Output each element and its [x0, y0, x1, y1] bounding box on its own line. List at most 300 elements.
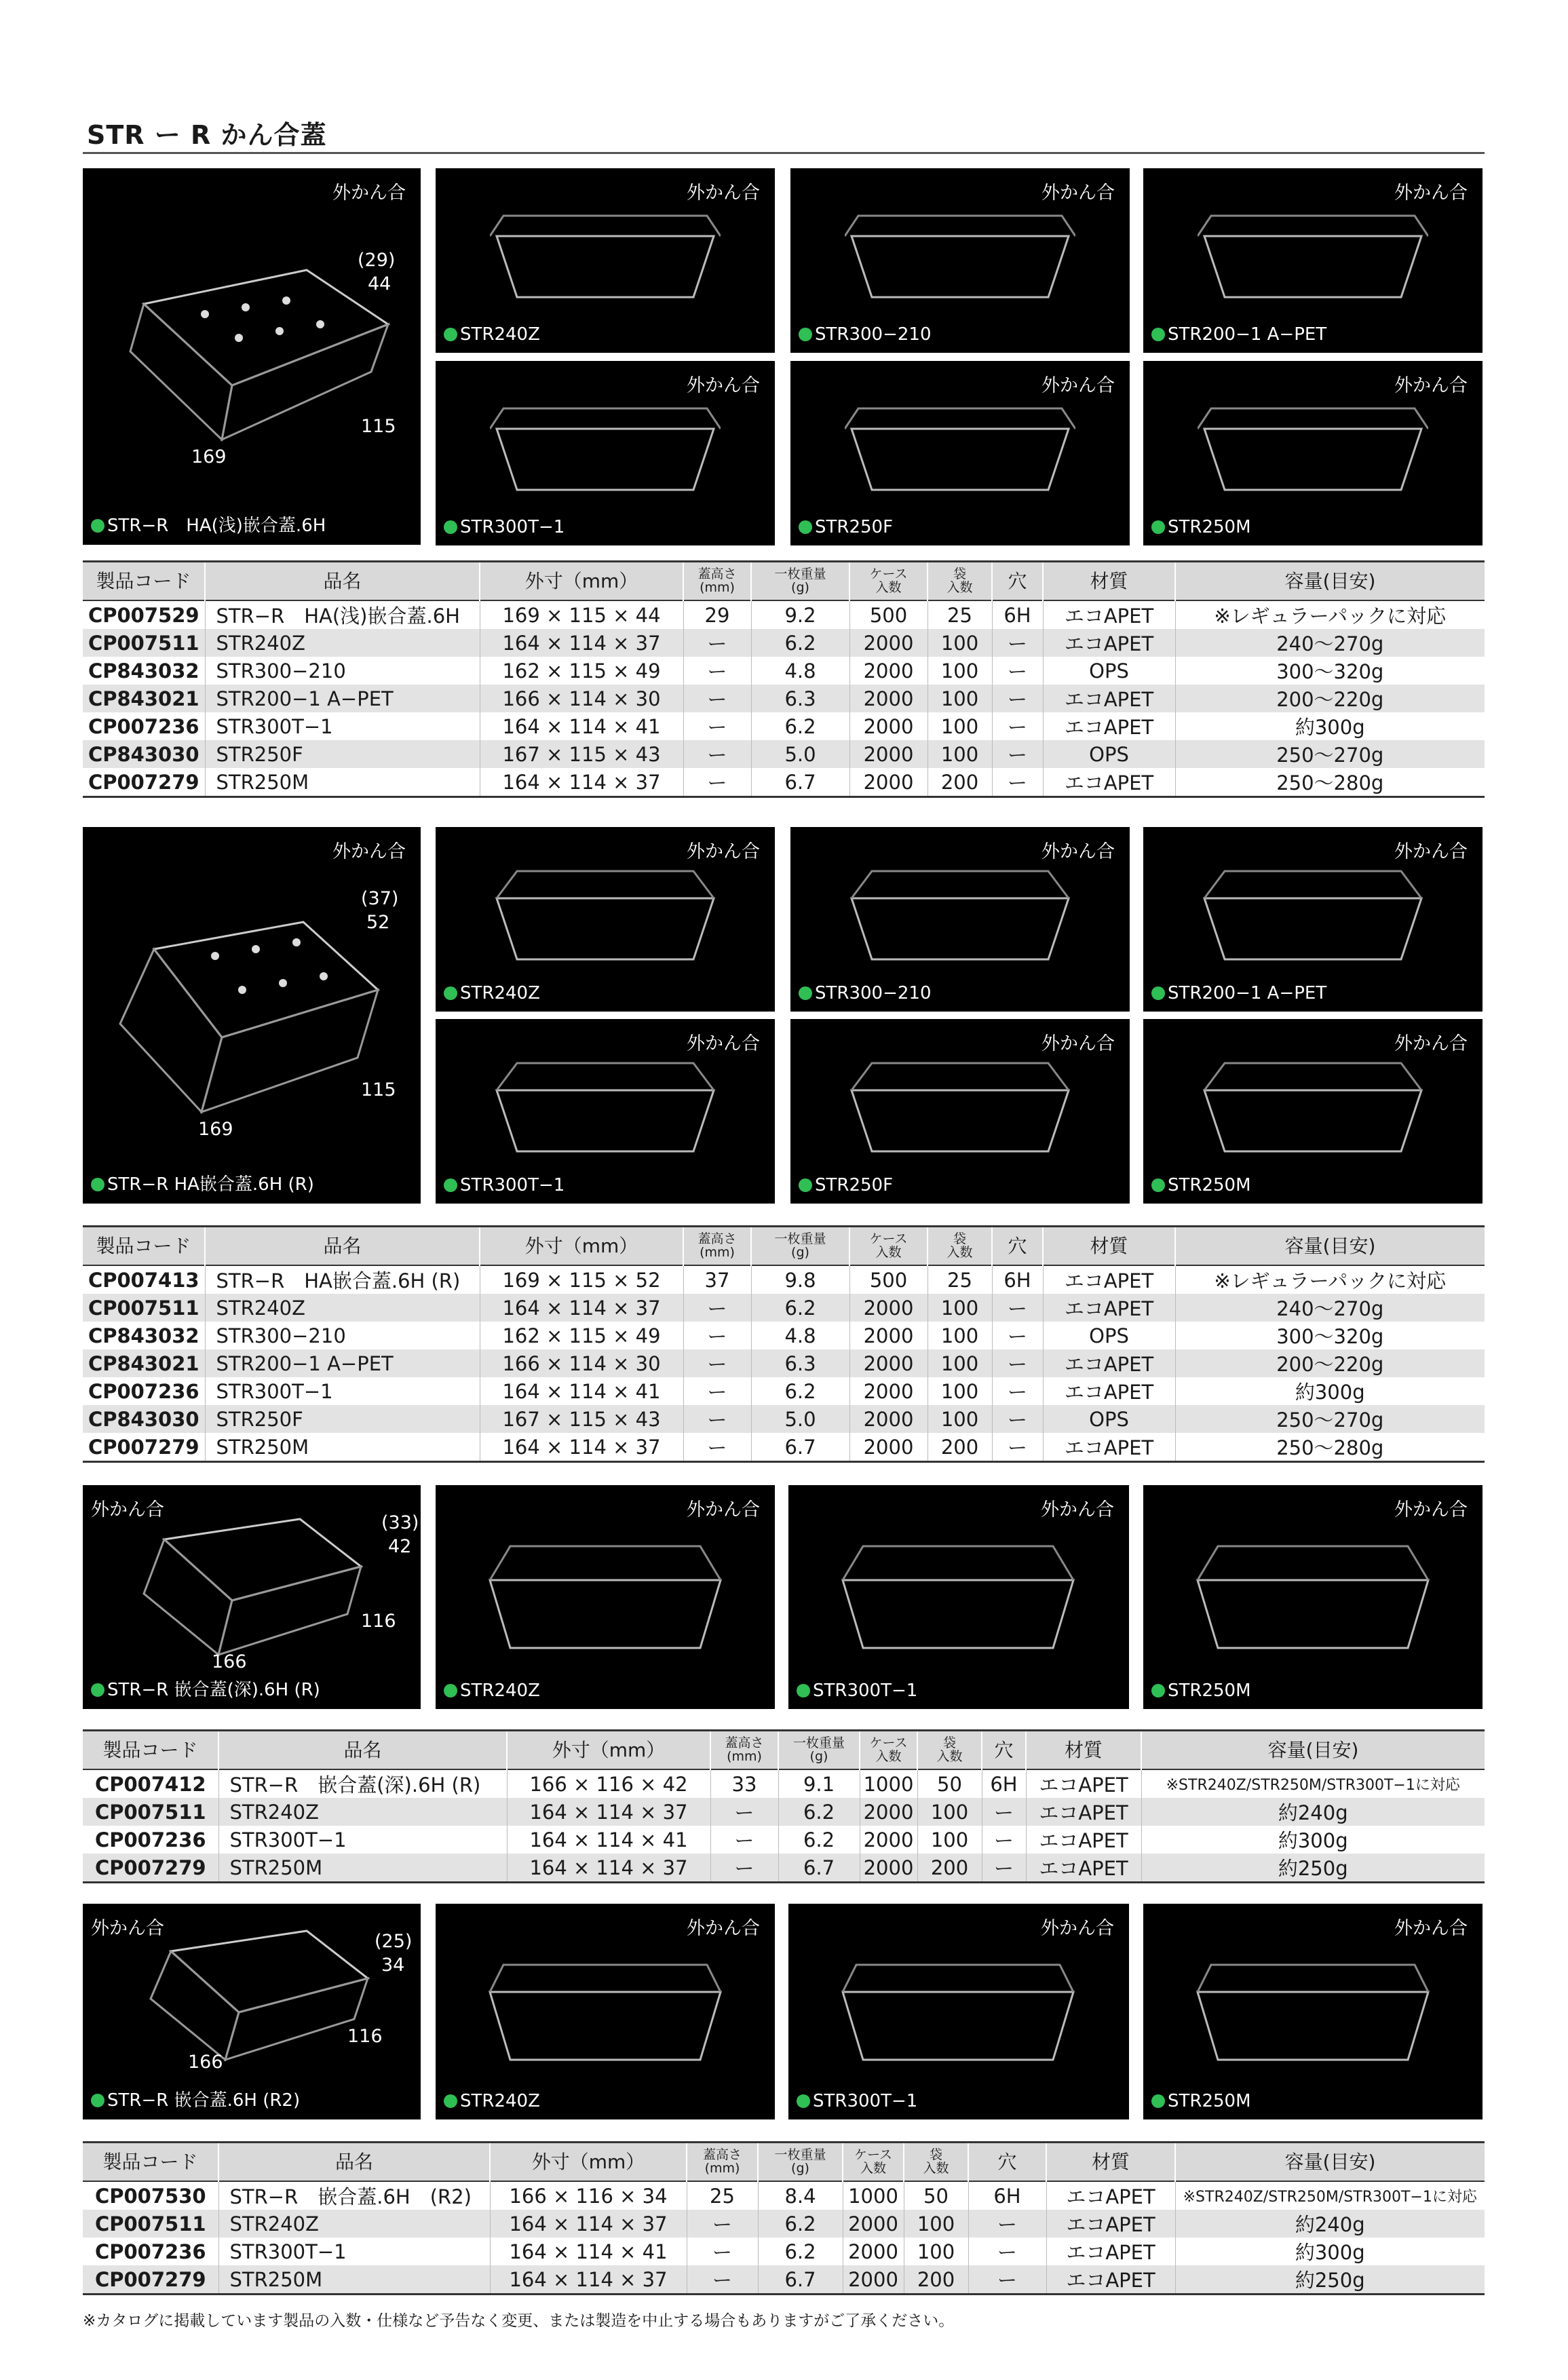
- table-row: [83, 1433, 1485, 1462]
- green-dot-icon: [797, 1684, 810, 1697]
- green-dot-icon: [799, 328, 812, 341]
- cell-hole: ー: [992, 629, 1043, 657]
- green-dot-icon: [1151, 328, 1165, 341]
- header-case: ケース 入数: [843, 2143, 904, 2182]
- cell-case: 2000: [849, 657, 928, 685]
- cell-hole: ー: [992, 1405, 1043, 1433]
- caption-text: STR240Z: [460, 983, 540, 1003]
- cell-case: 2000: [843, 2238, 904, 2265]
- cell-dims: 166 × 114 × 30: [480, 1349, 683, 1377]
- tray-illustration: [490, 402, 721, 503]
- fit-tag: 外かん合: [1394, 1499, 1468, 1520]
- table-header-row: [83, 2143, 1485, 2182]
- cell-name: STR240Z: [205, 1294, 480, 1322]
- green-dot-icon: [444, 1684, 457, 1697]
- cell-name: STR200−1 A−PET: [205, 1349, 480, 1377]
- cell-case: 2000: [860, 1854, 917, 1883]
- cell-case: 2000: [849, 768, 928, 797]
- fit-tag: 外かん合: [687, 375, 760, 396]
- cell-capacity: 240〜270g: [1175, 629, 1485, 657]
- cell-capacity: ※STR240Z/STR250M/STR300T−1に対応: [1141, 1769, 1485, 1798]
- fit-tag: 外かん合: [1394, 183, 1468, 204]
- cell-capacity: ※レギュラーパックに対応: [1175, 600, 1485, 629]
- header-name: 品名: [205, 562, 480, 601]
- table-row: [83, 1294, 1485, 1322]
- cell-material: OPS: [1043, 1405, 1175, 1433]
- height-label: 44: [368, 273, 391, 294]
- fit-tag: 外かん合: [687, 183, 760, 204]
- cell-capacity: 約240g: [1175, 2210, 1485, 2238]
- thumb-photo: [1143, 1019, 1483, 1204]
- cell-case: 2000: [860, 1798, 917, 1826]
- cell-material: エコAPET: [1043, 629, 1175, 657]
- cell-capacity: 約300g: [1175, 2238, 1485, 2265]
- tray-illustration: [836, 1958, 1080, 2073]
- title-rule: [83, 152, 1485, 154]
- table-body: [83, 1769, 1485, 1883]
- main-photo: [83, 1485, 421, 1709]
- cell-dims: 164 × 114 × 41: [507, 1826, 710, 1854]
- cell-code: CP843021: [83, 685, 205, 712]
- cell-code: CP843030: [83, 740, 205, 768]
- header-capacity: 容量(目安): [1175, 562, 1485, 601]
- cell-dims: 164 × 114 × 41: [480, 1377, 683, 1405]
- cell-hole: ー: [992, 1433, 1043, 1462]
- cell-hole: ー: [982, 1826, 1026, 1854]
- caption-text: STR200−1 A−PET: [1168, 983, 1327, 1003]
- table-row: [83, 657, 1485, 685]
- cell-hole: ー: [992, 1349, 1043, 1377]
- thumb-photo: [436, 1485, 775, 1709]
- header-material: 材質: [1043, 562, 1175, 601]
- header-material: 材質: [1046, 2143, 1175, 2182]
- cell-name: STR250F: [205, 1405, 480, 1433]
- green-dot-icon: [797, 2094, 810, 2108]
- photo-caption: [799, 324, 932, 345]
- cell-weight: 6.2: [778, 1826, 860, 1854]
- cell-bag: 25: [928, 600, 992, 629]
- caption-text: STR240Z: [460, 2091, 540, 2111]
- cell-weight: 6.2: [778, 1798, 860, 1826]
- photo-caption: [1151, 2091, 1251, 2111]
- cell-dims: 166 × 116 × 42: [507, 1769, 710, 1798]
- cell-name: STR250M: [218, 2265, 490, 2295]
- cell-case: 2000: [860, 1826, 917, 1854]
- lid-height-label: (37): [361, 888, 399, 909]
- cell-name: STR300−210: [205, 657, 480, 685]
- cell-case: 2000: [849, 1322, 928, 1349]
- header-code: 製品コード: [83, 1227, 205, 1266]
- cell-capacity: 240〜270g: [1175, 1294, 1485, 1322]
- height-label: 34: [381, 1955, 405, 1976]
- spec-table: [83, 2141, 1485, 2295]
- width-label: 166: [188, 2052, 223, 2073]
- thumb-photo: [1143, 361, 1483, 545]
- cell-capacity: 300〜320g: [1175, 657, 1485, 685]
- fit-tag: 外かん合: [1041, 1918, 1114, 1939]
- cell-case: 1000: [860, 1769, 917, 1798]
- cell-lid-height: ー: [683, 712, 751, 740]
- photo-caption: [91, 1170, 314, 1195]
- cell-hole: ー: [992, 768, 1043, 797]
- cell-material: エコAPET: [1026, 1854, 1141, 1883]
- green-dot-icon: [799, 986, 812, 1000]
- cell-code: CP007529: [83, 600, 205, 629]
- cell-weight: 6.7: [751, 1433, 849, 1462]
- thumb-photo: [1143, 1485, 1483, 1709]
- cell-weight: 9.1: [778, 1769, 860, 1798]
- cell-lid-height: ー: [683, 1294, 751, 1322]
- header-dims: 外寸（mm）: [480, 1227, 683, 1266]
- fit-tag: 外かん合: [1394, 841, 1468, 862]
- cell-lid-height: 29: [683, 600, 751, 629]
- thumb-photo: [788, 1904, 1129, 2119]
- caption-text: STR300T−1: [813, 2091, 918, 2111]
- header-hole: 穴: [982, 1731, 1026, 1770]
- table-row: [83, 1349, 1485, 1377]
- cell-code: CP843032: [83, 657, 205, 685]
- header-bag: 袋 入数: [917, 1731, 982, 1770]
- caption-text: STR−R 嵌合蓋(深).6H (R): [107, 1680, 320, 1700]
- fit-tag: 外かん合: [91, 1499, 164, 1520]
- cell-code: CP007236: [83, 1377, 205, 1405]
- table-row: [83, 2210, 1485, 2238]
- cell-code: CP007530: [83, 2181, 218, 2210]
- header-code: 製品コード: [83, 562, 205, 601]
- cell-material: エコAPET: [1043, 1433, 1175, 1462]
- cell-code: CP007511: [83, 1798, 218, 1826]
- cell-capacity: 250〜280g: [1175, 1433, 1485, 1462]
- photo-caption: [444, 2091, 540, 2111]
- cell-material: エコAPET: [1043, 768, 1175, 797]
- tray-illustration: [845, 864, 1075, 973]
- depth-label: 115: [361, 416, 396, 437]
- depth-label: 116: [347, 2026, 383, 2047]
- cell-material: エコAPET: [1026, 1798, 1141, 1826]
- cell-code: CP007236: [83, 1826, 218, 1854]
- table-row: [83, 1769, 1485, 1798]
- table-header-row: [83, 1227, 1485, 1266]
- cell-weight: 8.4: [758, 2181, 843, 2210]
- cell-bag: 200: [928, 1433, 992, 1462]
- fit-tag: 外かん合: [332, 183, 406, 204]
- photo-caption: [1151, 517, 1251, 537]
- cell-dims: 164 × 114 × 37: [507, 1854, 710, 1883]
- cell-name: STR240Z: [205, 629, 480, 657]
- cell-name: STR200−1 A−PET: [205, 685, 480, 712]
- tray-illustration: [483, 1958, 727, 2073]
- cell-material: エコAPET: [1043, 1265, 1175, 1294]
- cell-bag: 25: [928, 1265, 992, 1294]
- tray-illustration: [483, 1539, 727, 1655]
- green-dot-icon: [91, 519, 104, 533]
- cell-case: 2000: [849, 1349, 928, 1377]
- header-lid-height: 蓋高さ (mm): [683, 1227, 751, 1266]
- cell-bag: 100: [928, 1377, 992, 1405]
- cell-dims: 167 × 115 × 43: [480, 1405, 683, 1433]
- header-code: 製品コード: [83, 1731, 218, 1770]
- lid-height-label: (25): [375, 1931, 413, 1952]
- caption-text: STR−R HA(浅)嵌合蓋.6H: [107, 516, 326, 536]
- cell-weight: 6.7: [778, 1854, 860, 1883]
- caption-text: STR300−210: [815, 324, 932, 345]
- cell-weight: 6.7: [751, 768, 849, 797]
- caption-text: STR250F: [815, 517, 894, 537]
- header-code: 製品コード: [83, 2143, 218, 2182]
- table-body: [83, 1265, 1485, 1462]
- cell-name: STR250M: [205, 1433, 480, 1462]
- header-lid-height: 蓋高さ (mm): [683, 562, 751, 601]
- cell-material: エコAPET: [1026, 1769, 1141, 1798]
- header-case: ケース 入数: [849, 562, 928, 601]
- table-row: [83, 2181, 1485, 2210]
- cell-lid-height: ー: [687, 2238, 758, 2265]
- photo-caption: [799, 983, 932, 1003]
- cell-bag: 50: [917, 1769, 982, 1798]
- header-material: 材質: [1043, 1227, 1175, 1266]
- cell-capacity: 250〜270g: [1175, 740, 1485, 768]
- cell-name: STR−R HA(浅)嵌合蓋.6H: [205, 600, 480, 629]
- fit-tag: 外かん合: [1041, 1499, 1114, 1520]
- cell-dims: 166 × 114 × 30: [480, 685, 683, 712]
- cell-lid-height: ー: [683, 685, 751, 712]
- photo-caption: [799, 1175, 893, 1195]
- cell-hole: ー: [992, 657, 1043, 685]
- thumb-photo: [436, 1019, 775, 1204]
- tray-illustration: [845, 1056, 1075, 1165]
- fit-tag: 外かん合: [1394, 1918, 1468, 1939]
- fit-tag: 外かん合: [1394, 1033, 1468, 1054]
- cell-dims: 164 × 114 × 37: [480, 1294, 683, 1322]
- spec-table: [83, 560, 1485, 798]
- cell-code: CP007236: [83, 2238, 218, 2265]
- fit-tag: 外かん合: [1041, 375, 1115, 396]
- cell-dims: 169 × 115 × 52: [480, 1265, 683, 1294]
- table-row: [83, 1322, 1485, 1349]
- thumb-photo: [790, 1019, 1130, 1204]
- fit-tag: 外かん合: [1041, 841, 1115, 862]
- cell-dims: 164 × 114 × 41: [480, 712, 683, 740]
- cell-weight: 5.0: [751, 740, 849, 768]
- cell-dims: 164 × 114 × 37: [490, 2265, 687, 2295]
- header-dims: 外寸（mm）: [480, 562, 683, 601]
- cell-material: エコAPET: [1043, 712, 1175, 740]
- cell-dims: 164 × 114 × 37: [507, 1798, 710, 1826]
- cell-bag: 100: [928, 685, 992, 712]
- green-dot-icon: [799, 1178, 812, 1192]
- cell-code: CP007236: [83, 712, 205, 740]
- header-capacity: 容量(目安): [1175, 1227, 1485, 1266]
- cell-material: エコAPET: [1046, 2265, 1175, 2295]
- cell-capacity: 約300g: [1175, 1377, 1485, 1405]
- thumb-photo: [436, 1904, 775, 2119]
- caption-text: STR240Z: [460, 324, 540, 345]
- header-lid-height: 蓋高さ (mm): [687, 2143, 758, 2182]
- cell-name: STR300T−1: [205, 712, 480, 740]
- caption-text: STR300T−1: [460, 517, 565, 537]
- cell-name: STR300T−1: [205, 1377, 480, 1405]
- cell-weight: 6.3: [751, 1349, 849, 1377]
- cell-code: CP843032: [83, 1322, 205, 1349]
- photo-caption: [91, 512, 326, 537]
- cell-bag: 100: [928, 740, 992, 768]
- green-dot-icon: [1151, 520, 1165, 534]
- photo-caption: [1151, 1175, 1251, 1195]
- fit-tag: 外かん合: [687, 1918, 760, 1939]
- table-row: [83, 1854, 1485, 1883]
- header-bag: 袋 入数: [904, 2143, 968, 2182]
- cell-capacity: 250〜280g: [1175, 768, 1485, 797]
- caption-text: STR300T−1: [813, 1681, 918, 1701]
- cell-hole: ー: [992, 1322, 1043, 1349]
- cell-lid-height: ー: [683, 1322, 751, 1349]
- cell-lid-height: 25: [687, 2181, 758, 2210]
- cell-code: CP007279: [83, 768, 205, 797]
- photo-caption: [444, 1681, 540, 1701]
- thumb-photo: [790, 827, 1130, 1012]
- spec-table: [83, 1729, 1485, 1883]
- cell-name: STR250M: [218, 1854, 507, 1883]
- photo-caption: [797, 1681, 917, 1701]
- height-label: 42: [388, 1536, 412, 1557]
- cell-lid-height: ー: [687, 2265, 758, 2295]
- tray-illustration: [1198, 864, 1428, 973]
- tray-illustration: [1198, 1056, 1428, 1165]
- cell-case: 1000: [843, 2181, 904, 2210]
- tray-illustration: [845, 209, 1075, 311]
- cell-capacity: 約300g: [1175, 712, 1485, 740]
- cell-bag: 100: [928, 1322, 992, 1349]
- photo-caption: [1151, 324, 1326, 345]
- cell-code: CP007279: [83, 1854, 218, 1883]
- green-dot-icon: [444, 2094, 457, 2108]
- green-dot-icon: [444, 1178, 457, 1192]
- cell-name: STR240Z: [218, 2210, 490, 2238]
- cell-case: 2000: [849, 712, 928, 740]
- cell-material: エコAPET: [1026, 1826, 1141, 1854]
- cell-lid-height: ー: [710, 1854, 778, 1883]
- cell-material: エコAPET: [1043, 1294, 1175, 1322]
- cell-lid-height: ー: [710, 1798, 778, 1826]
- cell-weight: 5.0: [751, 1405, 849, 1433]
- cell-lid-height: ー: [683, 768, 751, 797]
- cell-name: STR300−210: [205, 1322, 480, 1349]
- cell-case: 500: [849, 600, 928, 629]
- cell-bag: 100: [928, 657, 992, 685]
- cell-material: エコAPET: [1046, 2238, 1175, 2265]
- green-dot-icon: [1151, 1178, 1165, 1192]
- table-row: [83, 1377, 1485, 1405]
- header-bag: 袋 入数: [928, 1227, 992, 1266]
- thumb-photo: [436, 827, 775, 1012]
- cell-material: エコAPET: [1043, 600, 1175, 629]
- table-header-row: [83, 562, 1485, 601]
- cell-weight: 6.2: [751, 629, 849, 657]
- thumb-photo: [436, 168, 775, 353]
- spec-table: [83, 1225, 1485, 1463]
- cell-dims: 164 × 114 × 37: [490, 2210, 687, 2238]
- cell-capacity: 250〜270g: [1175, 1405, 1485, 1433]
- header-capacity: 容量(目安): [1141, 1731, 1485, 1770]
- footnote: ※カタログに掲載しています製品の入数・仕様など予告なく変更、または製造を中止する場合もありますがご了承ください。: [83, 2312, 955, 2330]
- cell-case: 2000: [849, 685, 928, 712]
- cell-dims: 164 × 114 × 37: [480, 1433, 683, 1462]
- cell-hole: ー: [982, 1854, 1026, 1883]
- cell-code: CP007511: [83, 1294, 205, 1322]
- header-bag: 袋 入数: [928, 562, 992, 601]
- table-row: [83, 600, 1485, 629]
- green-dot-icon: [91, 2094, 104, 2107]
- thumb-photo: [790, 361, 1130, 545]
- depth-label: 115: [361, 1079, 396, 1100]
- cell-weight: 6.2: [751, 712, 849, 740]
- cell-weight: 9.8: [751, 1265, 849, 1294]
- tray-illustration: [1198, 209, 1428, 311]
- thumb-photo: [788, 1485, 1129, 1709]
- cell-dims: 167 × 115 × 43: [480, 740, 683, 768]
- photo-caption: [444, 983, 540, 1003]
- cell-hole: ー: [968, 2210, 1046, 2238]
- lid-height-label: (29): [358, 250, 396, 271]
- height-label: 52: [366, 912, 390, 933]
- cell-code: CP843030: [83, 1405, 205, 1433]
- fit-tag: 外かん合: [1041, 1033, 1115, 1054]
- cell-hole: ー: [992, 712, 1043, 740]
- cell-hole: ー: [968, 2238, 1046, 2265]
- photo-caption: [444, 1175, 565, 1195]
- cell-bag: 100: [904, 2238, 968, 2265]
- cell-material: エコAPET: [1043, 685, 1175, 712]
- cell-lid-height: ー: [683, 1433, 751, 1462]
- header-weight: 一枚重量 (g): [751, 562, 849, 601]
- fit-tag: 外かん合: [687, 841, 760, 862]
- tray-illustration: [836, 1539, 1080, 1655]
- table-row: [83, 1265, 1485, 1294]
- cell-weight: 6.2: [758, 2238, 843, 2265]
- cell-hole: ー: [968, 2265, 1046, 2295]
- cell-capacity: 約300g: [1141, 1826, 1485, 1854]
- header-capacity: 容量(目安): [1175, 2143, 1485, 2182]
- cell-case: 2000: [849, 1294, 928, 1322]
- cell-weight: 6.2: [758, 2210, 843, 2238]
- cell-bag: 100: [904, 2210, 968, 2238]
- green-dot-icon: [1151, 1684, 1165, 1697]
- cell-weight: 4.8: [751, 1322, 849, 1349]
- thumb-photo: [790, 168, 1130, 353]
- cell-name: STR−R 嵌合蓋.6H (R2): [218, 2181, 490, 2210]
- fit-tag: 外かん合: [1394, 375, 1468, 396]
- cell-material: エコAPET: [1046, 2210, 1175, 2238]
- green-dot-icon: [444, 520, 457, 534]
- cell-hole: 6H: [968, 2181, 1046, 2210]
- cell-hole: ー: [992, 740, 1043, 768]
- cell-weight: 9.2: [751, 600, 849, 629]
- cell-name: STR250M: [205, 768, 480, 797]
- main-photo: [83, 1904, 421, 2119]
- cell-code: CP843021: [83, 1349, 205, 1377]
- cell-lid-height: ー: [683, 740, 751, 768]
- table-row: [83, 2238, 1485, 2265]
- caption-text: STR300−210: [815, 983, 932, 1003]
- cell-material: エコAPET: [1046, 2181, 1175, 2210]
- cell-lid-height: ー: [683, 657, 751, 685]
- cell-lid-height: ー: [683, 1405, 751, 1433]
- photo-caption: [91, 1676, 320, 1701]
- thumb-photo: [1143, 168, 1483, 353]
- thumb-photo: [436, 361, 775, 545]
- tray-illustration: [845, 402, 1075, 503]
- photo-caption: [444, 324, 540, 345]
